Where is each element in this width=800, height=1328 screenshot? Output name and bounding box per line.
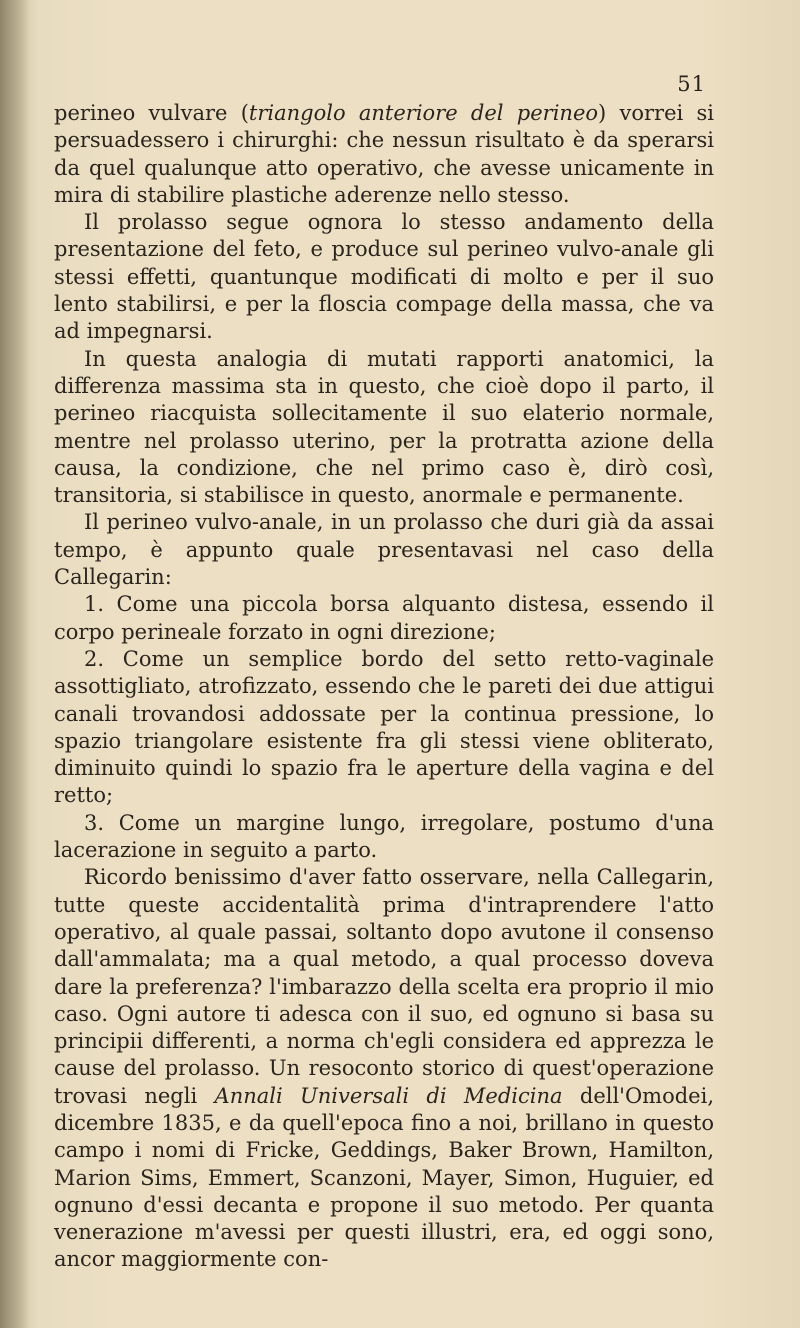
paragraph-5-italic: Annali Universali di Medicina xyxy=(214,1083,563,1108)
paragraph-1-text-a: perineo vulvare ( xyxy=(54,101,249,125)
paragraph-5-text-a: Ricordo benissimo d'aver fatto osservare, nella Callegarin, tutte queste accidentalità prima d'intraprendere l'atto operativo, al quale passai, soltanto dopo avutone il consenso dall'ammalata; ma a qual metodo, a qual processo doveva dare la preferenza? l'imbarazzo della scelta era proprio il mio caso. Ogni autore ti adesca con il suo, ed ognuno si basa su principii differenti, a norma ch'egli considera ed apprezza le cause del prolasso. Un resoconto storico di quest'operazione trovasi negli xyxy=(54,865,714,1108)
paragraph-1-text-b: ) vorrei si persuadessero i chirurghi: che nessun risultato è da sperarsi da quel qualunque atto operativo, che avesse unicamente in mira di stabilire plastiche aderenze nello stesso. xyxy=(54,101,714,207)
paragraph-3: In questa analogia di mutati rapporti anatomici, la differenza massima sta in questo, che cioè dopo il parto, il perineo riacquista sollecitamente il suo elaterio normale, mentre nel prolasso uterino, per la protratta azione della causa, la condizione, che nel primo caso è, dirò così, transitoria, si stabilisce in questo, anormale e permanente. xyxy=(54,346,714,508)
paragraph-2: Il prolasso segue ognora lo stesso andamento della presentazione del feto, e produce sul perineo vulvo-anale gli stessi effetti, quantunque modificati di molto e per il suo lento stabilirsi, e per la floscia compage della massa, che va ad impegnarsi. xyxy=(54,210,714,344)
page-binding-shadow xyxy=(0,0,30,1328)
paragraph-4: Il perineo vulvo-anale, in un prolasso che duri già da assai tempo, è appunto quale presentavasi nel caso della Callegarin: xyxy=(54,510,714,590)
paragraph-5 xyxy=(54,864,714,1273)
paragraph-1 xyxy=(54,100,714,209)
paragraph-1-italic: triangolo anteriore del perineo xyxy=(248,101,599,125)
list-item-3: 3. Come un margine lungo, irregolare, postumo d'una lacerazione in seguito a parto. xyxy=(54,810,714,863)
list-item-2: 2. Come un semplice bordo del setto retto-vaginale assottigliato, atrofizzato, essendo che le pareti dei due attigui canali trovandosi addossate per la continua pressione, lo spazio triangolare esistente fra gli stessi viene obliterato, diminuito quindi lo spazio fra le aperture della vagina e del retto; xyxy=(54,646,714,808)
page-body-text xyxy=(54,100,714,1274)
paragraph-5-text-b: dell'Omodei, dicembre 1835, e da quell'epoca fino a noi, brillano in questo campo i nomi di Fricke, Geddings, Baker Brown, Hamilton, Marion Sims, Emmert, Scanzoni, Mayer, Simon, Huguier, ed ognuno d'essi decanta e propone il suo metodo. Per quanta venerazione m'avessi per questi illustri, era, ed oggi sono, ancor maggiormente con- xyxy=(54,1083,714,1272)
list-item-1: 1. Come una piccola borsa alquanto distesa, essendo il corpo perineale forzato in ogni direzione; xyxy=(54,592,714,644)
page-number: 51 xyxy=(677,72,706,96)
